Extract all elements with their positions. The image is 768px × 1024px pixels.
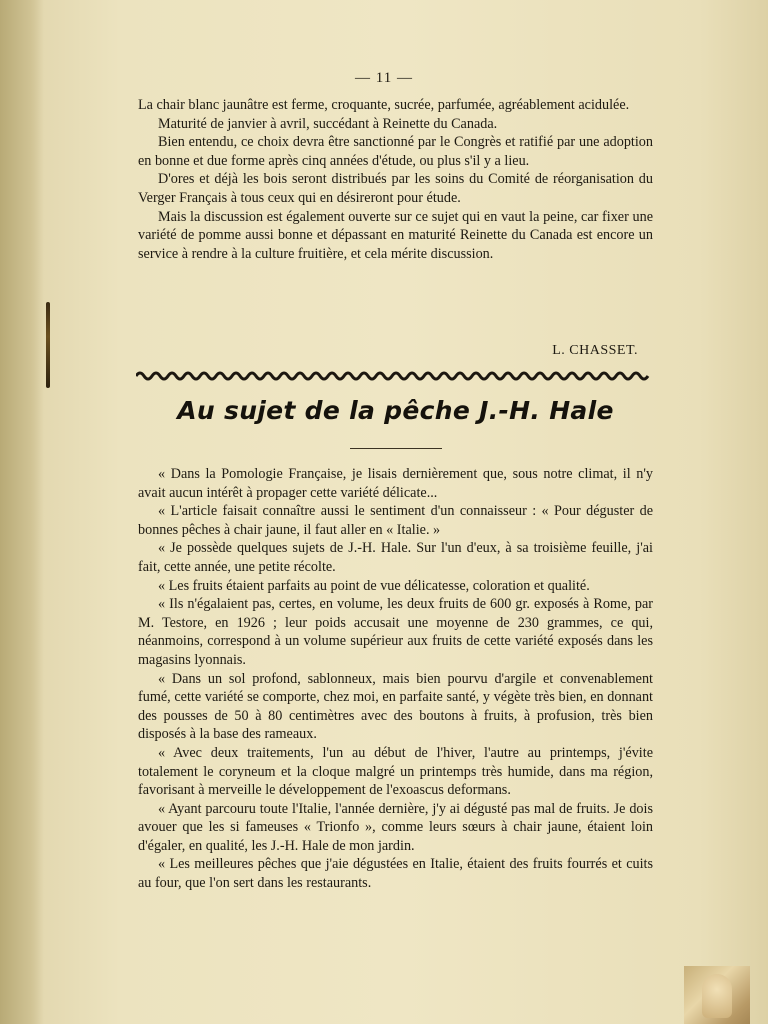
paragraph: « Ils n'égalaient pas, certes, en volume, les deux fruits de 600 gr. exposés à Rome, par M. Testore, en 1926 ; leur poids accusait une moyenne de 230 grammes, ce qui, néanmoins, correspond à un volume supérieur aux fruits de cette variété exposés dans les magasins lyonnais. (138, 596, 653, 668)
paragraph: « Avec deux traitements, l'un au début de l'hiver, l'autre au printemps, j'évite totalement le coryneum et la cloque malgré un printemps très humide, dans ma région, favorisant à merveille le développement de l'exoascus deformans. (138, 744, 653, 799)
title-underline (350, 448, 442, 449)
paragraph: « Dans un sol profond, sablonneux, mais bien pourvu d'argile et convenablement fumé, cette variété se comporte, chez moi, en parfaite santé, y végète très bien, en donnant des pousses de 50 à 80 centimètres avec des boutons à fruits, à profusion, très bien disposés à la base des rameaux. (138, 670, 653, 743)
paragraph: « Dans la Pomologie Française, je lisais dernièrement que, sous notre climat, il n'y avait aucun intérêt à propager cette variété délicate... (138, 466, 653, 501)
paragraph: « Les meilleures pêches que j'aie dégustées en Italie, étaient des fruits fourrés et cuits au four, que l'on sert dans les restaurants. (138, 856, 653, 892)
paragraph: « Je possède quelques sujets de J.-H. Hale. Sur l'un d'eux, à sa troisième feuille, j'ai fait, cette année, une petite récolte. (138, 540, 653, 575)
page-number: — 11 — (355, 70, 413, 86)
binding-spine (0, 0, 44, 1024)
thumbnail-figure (702, 974, 732, 1018)
corner-thumbnail-image (684, 966, 750, 1024)
article-body (138, 465, 653, 893)
paragraph: « L'article faisait connaître aussi le sentiment d'un connaisseur : « Pour déguster de bonnes pêches à chair jaune, il faut aller en « Italie. » (138, 503, 653, 538)
binding-stitch (46, 302, 50, 388)
paragraph: La chair blanc jaunâtre est ferme, croquante, sucrée, parfumée, agréablement acidulée. (138, 97, 630, 113)
article-title: Au sujet de la pêche J.-H. Hale (177, 396, 614, 425)
section-continuation (138, 96, 653, 263)
decorative-wave-divider (136, 366, 652, 386)
paragraph: Mais la discussion est également ouverte sur ce sujet qui en vaut la peine, car fixer une variété de pomme aussi bonne et dépassant en maturité Reinette du Canada est encore un service à rendre à la culture fruitière, et cela mérite discussion. (138, 208, 653, 262)
paragraph: « Les fruits étaient parfaits au point de vue délicatesse, coloration et qualité. (158, 577, 590, 594)
paragraph: Bien entendu, ce choix devra être sanctionné par le Congrès et ratifié par une adoption en bonne et due forme après cinq années d'étude, ou plus s'il y a lieu. (138, 134, 653, 169)
paragraph: Maturité de janvier à avril, succédant à Reinette du Canada. (158, 115, 498, 132)
paragraph: « Ayant parcouru toute l'Italie, l'année dernière, j'y ai dégusté pas mal de fruits. Je dois avouer que les si fameuses « Trionfo », comme leurs sœurs à chair jaune, étaient loin d'égaler, en qualité, les J.-H. Hale de mon jardin. (138, 800, 653, 854)
author-signature: L. CHASSET. (552, 343, 638, 358)
paragraph: D'ores et déjà les bois seront distribués par les soins du Comité de réorganisation du Verger Français à tous ceux qui en désireront pour étude. (138, 171, 653, 206)
